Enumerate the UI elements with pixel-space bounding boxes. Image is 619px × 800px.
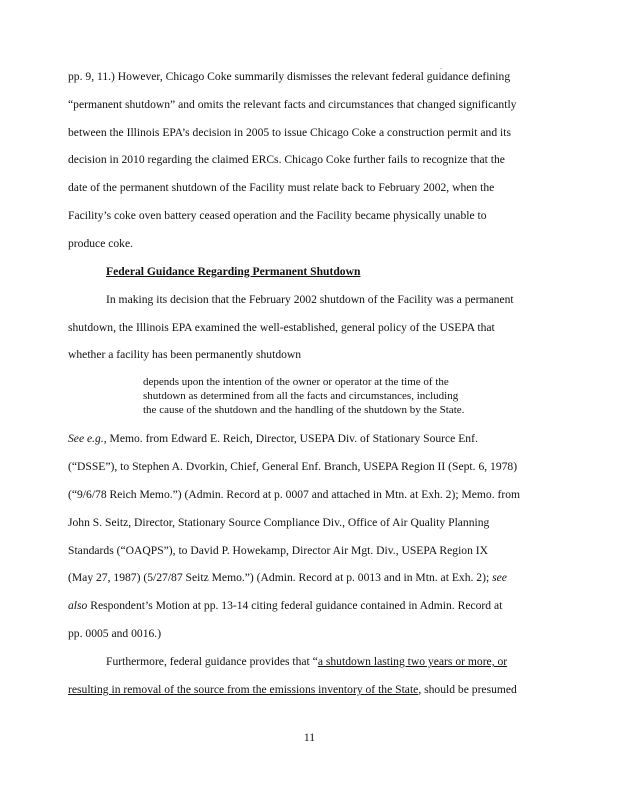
text-line: between the Illinois EPA’s decision in 2005 to issue Chicago Coke a construction permit and its: [68, 126, 511, 139]
text-line: pp. 9, 11.) However, Chicago Coke summarily dismisses the relevant federal guidance defining: [68, 70, 511, 83]
italic-signal: see: [492, 571, 507, 584]
text-line: John S. Seitz, Director, Stationary Source Compliance Div., Office of Air Quality Planning: [68, 516, 490, 529]
text-line: shutdown, the Illinois EPA examined the well-established, general policy of the USEPA that: [68, 321, 495, 334]
text-line: (“9/6/78 Reich Memo.”) (Admin. Record at p. 0007 and attached in Mtn. at Exh. 2); Memo. from: [68, 488, 521, 501]
text-line: whether a facility has been permanently shutdown: [68, 348, 302, 361]
text-line: (“DSSE”), to Stephen A. Dvorkin, Chief, General Enf. Branch, USEPA Region II (Sept. 6, 1978): [68, 460, 518, 473]
text-line: also Respondent’s Motion at pp. 13-14 citing federal guidance contained in Admin. Record at: [68, 599, 503, 612]
text-line: resulting in removal of the source from the emissions inventory of the State, should be presumed: [68, 683, 517, 696]
text-line: Facility’s coke oven battery ceased operation and the Facility became physically unable to: [68, 209, 487, 222]
text-line: decision in 2010 regarding the claimed ERCs. Chicago Coke further fails to recognize that the: [68, 153, 505, 166]
text-line: Furthermore, federal guidance provides that “a shutdown lasting two years or more, or: [106, 655, 508, 668]
text-line: In making its decision that the February 2002 shutdown of the Facility was a permanent: [106, 293, 514, 306]
italic-signal: also: [68, 599, 88, 612]
text-line: pp. 0005 and 0016.): [68, 627, 162, 640]
underlined-quote: a shutdown lasting two years or more, or: [317, 655, 508, 668]
text-line: Standards (“OAQPS”), to David P. Howekamp, Director Air Mgt. Div., USEPA Region IX: [68, 544, 489, 557]
text-line: “permanent shutdown” and omits the relevant facts and circumstances that changed significantly: [68, 98, 517, 111]
italic-signal: See e.g.: [68, 432, 104, 445]
underlined-quote: resulting in removal of the source from the emissions inventory of the State: [68, 683, 419, 696]
quote-line: depends upon the intention of the owner or operator at the time of the: [143, 376, 449, 388]
quote-line: shutdown as determined from all the facts and circumstances, including: [143, 390, 459, 402]
page-number: 11: [303, 731, 316, 744]
text-line: See e.g., Memo. from Edward E. Reich, Director, USEPA Div. of Stationary Source Enf.: [68, 432, 478, 445]
text-line: date of the permanent shutdown of the Facility must relate back to February 2002, when the: [68, 181, 495, 194]
text-line: (May 27, 1987) (5/27/87 Seitz Memo.”) (Admin. Record at p. 0013 and in Mtn. at Exh. 2); see: [68, 571, 507, 584]
text-line: produce coke.: [68, 237, 134, 250]
section-heading: Federal Guidance Regarding Permanent Shutdown: [106, 265, 361, 278]
corner-mark: .: [440, 62, 442, 71]
quote-line: the cause of the shutdown and the handling of the shutdown by the State.: [143, 404, 465, 416]
